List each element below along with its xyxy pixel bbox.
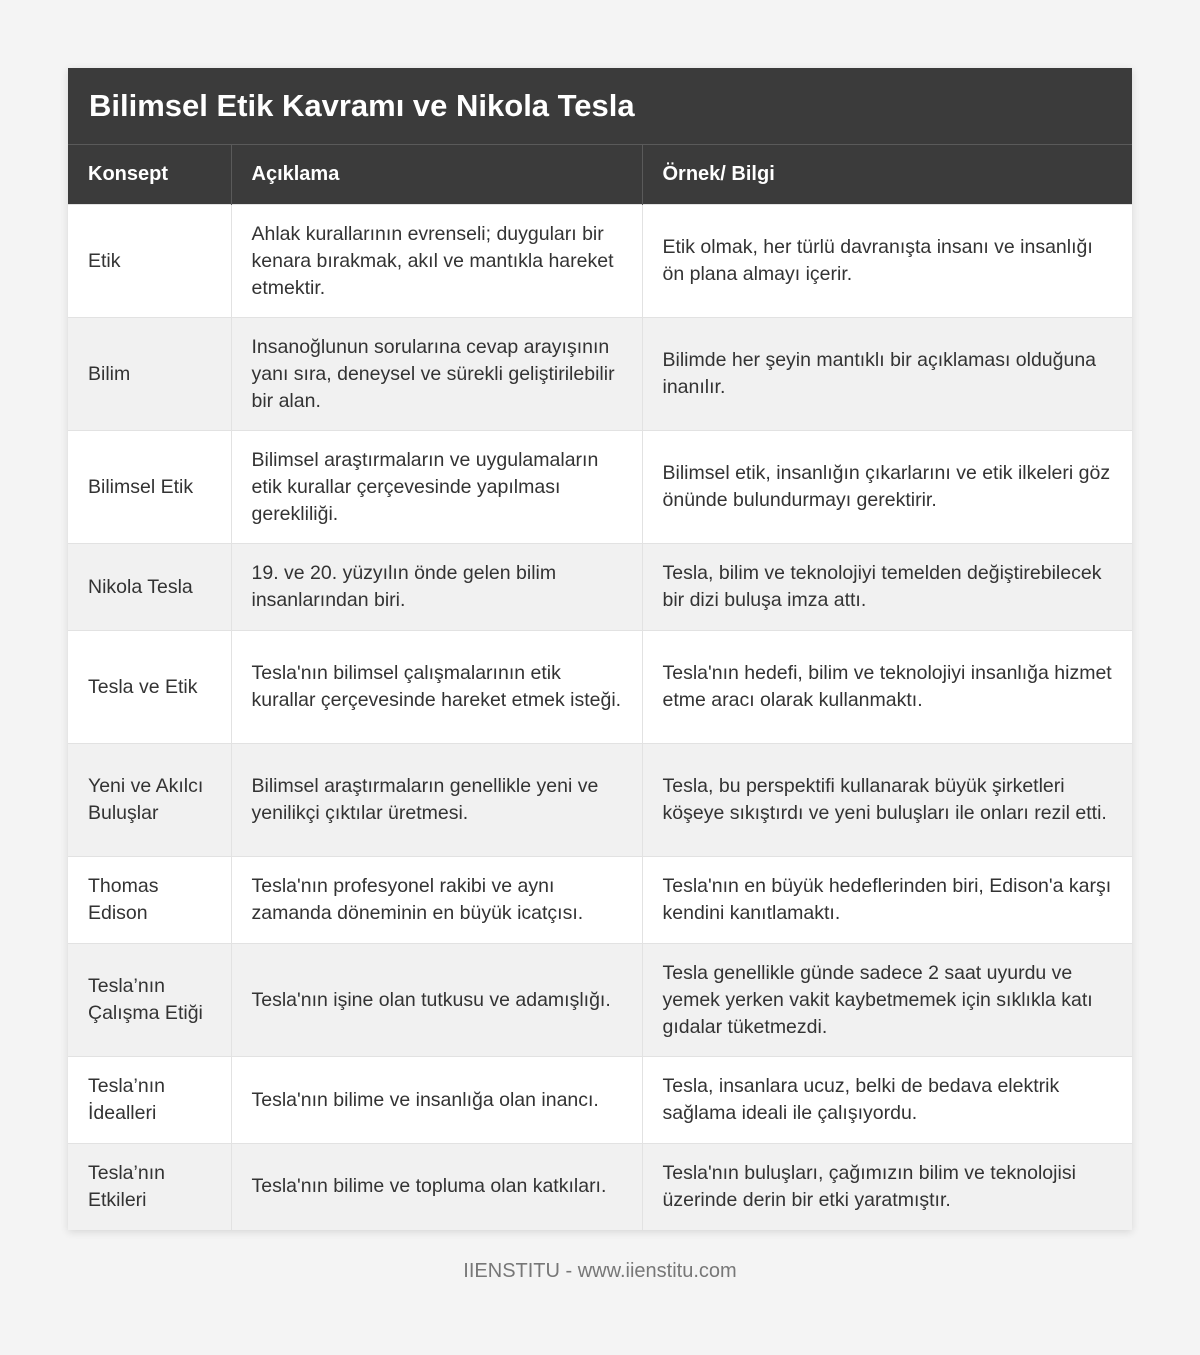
cell-concept: Tesla’nın Etkileri <box>68 1144 231 1230</box>
column-header-konsept: Konsept <box>68 145 231 205</box>
table-header-row <box>68 145 1132 205</box>
table-row <box>68 631 1132 744</box>
cell-concept: Thomas Edison <box>68 857 231 944</box>
cell-example: Tesla, bu perspektifi kullanarak büyük şirketleri köşeye sıkıştırdı ve yeni buluşları ile onları rezil etti. <box>642 744 1132 857</box>
cell-concept: Yeni ve Akılcı Buluşlar <box>68 744 231 857</box>
table-row <box>68 205 1132 318</box>
cell-concept: Tesla’nın İdealleri <box>68 1057 231 1144</box>
table-row <box>68 318 1132 431</box>
cell-example: Tesla'nın en büyük hedeflerinden biri, Edison'a karşı kendini kanıtlamaktı. <box>642 857 1132 944</box>
cell-example: Tesla'nın hedefi, bilim ve teknolojiyi insanlığa hizmet etme aracı olarak kullanmaktı. <box>642 631 1132 744</box>
cell-example: Tesla, insanlara ucuz, belki de bedava elektrik sağlama ideali ile çalışıyordu. <box>642 1057 1132 1144</box>
cell-description: Ahlak kurallarının evrenseli; duyguları bir kenara bırakmak, akıl ve mantıkla hareket etmektir. <box>231 205 642 318</box>
cell-description: Tesla'nın profesyonel rakibi ve aynı zamanda döneminin en büyük icatçısı. <box>231 857 642 944</box>
column-header-aciklama: Açıklama <box>231 145 642 205</box>
table-row <box>68 944 1132 1057</box>
concept-table <box>68 144 1132 1230</box>
cell-description: Tesla'nın işine olan tutkusu ve adamışlığı. <box>231 944 642 1057</box>
footer-credit: IIENSTITU - www.iienstitu.com <box>463 1260 737 1282</box>
cell-example: Tesla genellikle günde sadece 2 saat uyurdu ve yemek yerken vakit kaybetmemek için sıklıkla katı gıdalar tüketmezdi. <box>642 944 1132 1057</box>
cell-example: Bilimsel etik, insanlığın çıkarlarını ve etik ilkeleri göz önünde bulundurmayı gerektirir. <box>642 431 1132 544</box>
cell-description: Tesla'nın bilimsel çalışmalarının etik kurallar çerçevesinde hareket etmek isteği. <box>231 631 642 744</box>
cell-description: Insanoğlunun sorularına cevap arayışının yanı sıra, deneysel ve sürekli geliştirilebilir bir alan. <box>231 318 642 431</box>
table-row <box>68 744 1132 857</box>
table-row <box>68 1057 1132 1144</box>
cell-description: Bilimsel araştırmaların genellikle yeni ve yenilikçi çıktılar üretmesi. <box>231 744 642 857</box>
table-row <box>68 544 1132 631</box>
cell-concept: Tesla ve Etik <box>68 631 231 744</box>
table-row <box>68 1144 1132 1230</box>
cell-concept: Bilim <box>68 318 231 431</box>
cell-concept: Etik <box>68 205 231 318</box>
cell-example: Bilimde her şeyin mantıklı bir açıklaması olduğuna inanılır. <box>642 318 1132 431</box>
page-title: Bilimsel Etik Kavramı ve Nikola Tesla <box>68 68 1132 144</box>
cell-example: Etik olmak, her türlü davranışta insanı ve insanlığı ön plana almayı içerir. <box>642 205 1132 318</box>
content-card <box>68 68 1132 1230</box>
cell-example: Tesla, bilim ve teknolojiyi temelden değiştirebilecek bir dizi buluşa imza attı. <box>642 544 1132 631</box>
column-header-ornek-bilgi: Örnek/ Bilgi <box>642 145 1132 205</box>
cell-example: Tesla'nın buluşları, çağımızın bilim ve teknolojisi üzerinde derin bir etki yaratmıştır. <box>642 1144 1132 1230</box>
table-row <box>68 857 1132 944</box>
cell-description: 19. ve 20. yüzyılın önde gelen bilim insanlarından biri. <box>231 544 642 631</box>
cell-concept: Nikola Tesla <box>68 544 231 631</box>
cell-description: Tesla'nın bilime ve insanlığa olan inancı. <box>231 1057 642 1144</box>
cell-description: Bilimsel araştırmaların ve uygulamaların etik kurallar çerçevesinde yapılması gerekliliği. <box>231 431 642 544</box>
cell-concept: Bilimsel Etik <box>68 431 231 544</box>
cell-description: Tesla'nın bilime ve topluma olan katkıları. <box>231 1144 642 1230</box>
cell-concept: Tesla’nın Çalışma Etiği <box>68 944 231 1057</box>
table-row <box>68 431 1132 544</box>
